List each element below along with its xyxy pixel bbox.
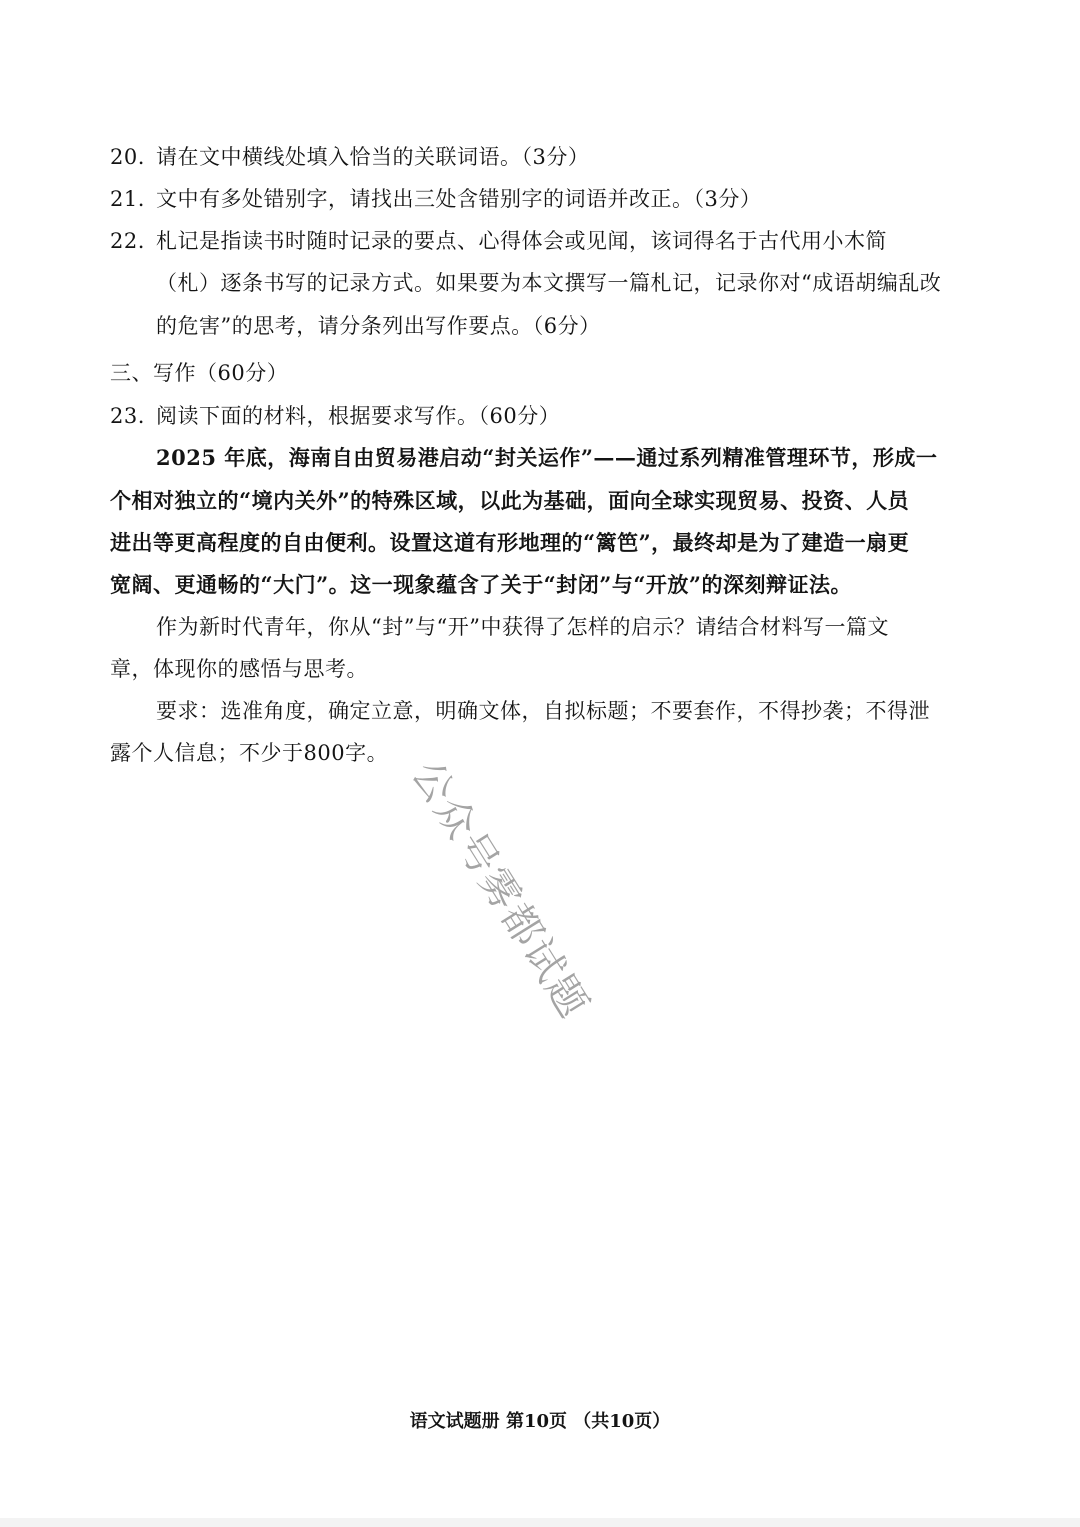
- question-text: 札记是指读书时随时记录的要点、心得体会或见闻，该词得名于古代用小木简: [156, 229, 887, 253]
- question-22-line-3: 的危害”的思考，请分条列出写作要点。（6分）: [156, 314, 601, 338]
- question-23: [110, 401, 560, 431]
- question-20: [110, 142, 589, 172]
- question-number: 21.: [110, 187, 145, 211]
- watermark: 公众号雾都试题: [402, 753, 598, 1027]
- question-text: 请在文中横线处填入恰当的关联词语。（3分）: [156, 145, 590, 169]
- material-line: 个相对独立的“境内关外”的特殊区域，以此为基础，面向全球实现贸易、投资、人员: [110, 488, 910, 513]
- question-number: 22.: [110, 229, 145, 253]
- material-line: 2025 年底，海南自由贸易港启动“封关运作”——通过系列精准管理环节，形成一: [156, 445, 938, 470]
- question-prompt: 阅读下面的材料，根据要求写作。（60分）: [156, 404, 561, 428]
- question-22-line-2: （札）逐条书写的记录方式。如果要为本文撰写一篇札记，记录你对“成语胡编乱改: [156, 271, 942, 295]
- task-line: 作为新时代青年，你从“封”与“开”中获得了怎样的启示？请结合材料写一篇文: [156, 615, 889, 639]
- question-number: 23.: [110, 404, 145, 428]
- page-footer: 语文试题册 第10页 （共10页）: [409, 1411, 671, 1432]
- requirement-line: 露个人信息；不少于800字。: [110, 741, 389, 765]
- section-heading: 三、写作（60分）: [110, 361, 289, 385]
- question-text: 文中有多处错别字，请找出三处含错别字的词语并改正。（3分）: [156, 187, 762, 211]
- requirement-line: 要求：选准角度，确定立意，明确文体，自拟标题；不要套作，不得抄袭；不得泄: [156, 699, 930, 723]
- question-number: 20.: [110, 145, 145, 169]
- material-line: 宽阔、更通畅的“大门”。这一现象蕴含了关于“封闭”与“开放”的深刻辩证法。: [110, 572, 852, 597]
- question-21: [110, 184, 761, 214]
- bottom-strip: [0, 1518, 1080, 1527]
- task-line: 章，体现你的感悟与思考。: [110, 657, 368, 681]
- question-22: [110, 226, 887, 256]
- material-line: 进出等更高程度的自由便利。设置这道有形地理的“篱笆”，最终却是为了建造一扇更: [110, 530, 910, 555]
